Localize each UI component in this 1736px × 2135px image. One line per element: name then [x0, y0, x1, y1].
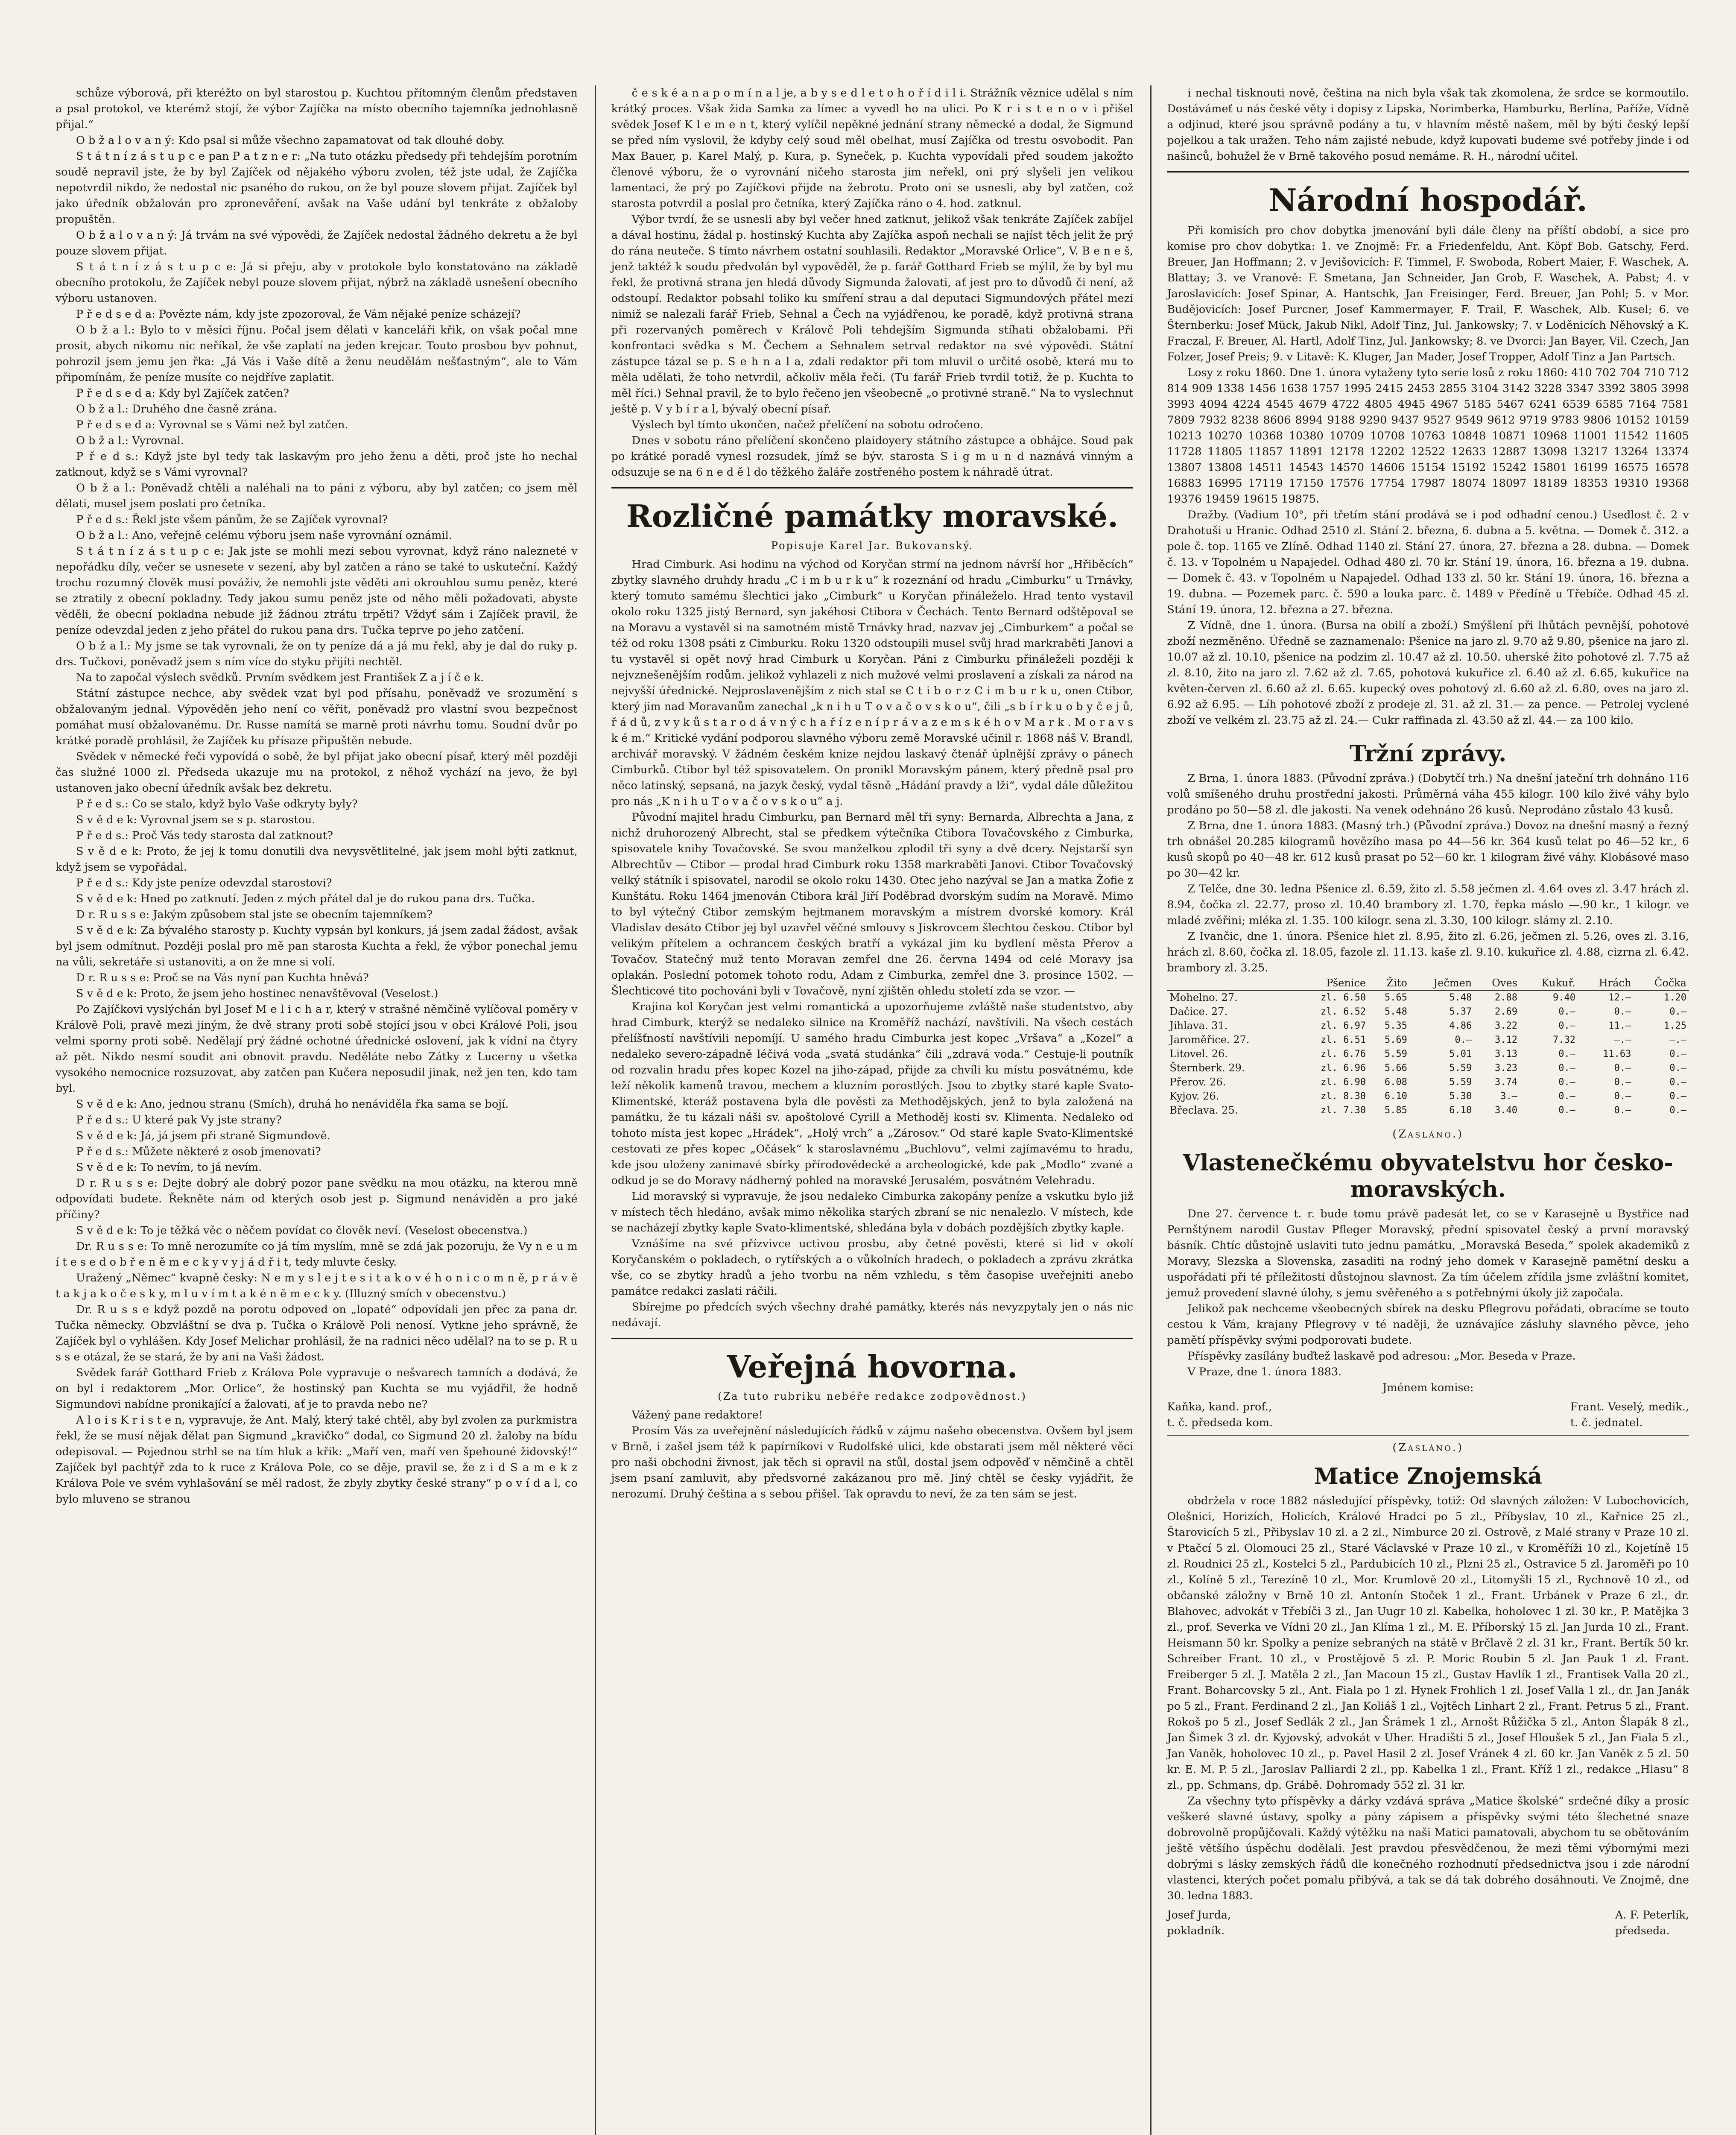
committee-label: Jménem komise:: [1382, 1381, 1474, 1394]
table-cell: 5.01: [1449, 1049, 1472, 1059]
table-cell: 0.—: [1669, 1077, 1687, 1088]
paragraph: D r. R u s s e: Proč se na Vás nyní pan Kuchta hněvá?: [76, 971, 369, 984]
table-cell: 0.—: [1669, 1049, 1687, 1059]
paragraph: schůze výborová, při kteréžto on byl starostou p. Kuchtou přítomným členům představen a psal protokol, ve kterémž stojí, že výbor Zajíčka na místo obecního tajemníka jednohlasně přijal.“: [56, 87, 578, 131]
table-header-cell: Oves: [1474, 976, 1520, 991]
column-left: [56, 85, 578, 2135]
paragraph: Sbírejme po předcích svých všechny drahé památky, kterés nás nevyzpytaly jen o nás nic nedávají.: [611, 1301, 1134, 1329]
paragraph: Dražby. (Vadium 10°, při třetím stání prodává se i pod odhadní cenou.) Usedlost č. 2 v Drahotuši u Hranic. Odhad 2510 zl. Stání 2. března, 6. dubna a 5. května. — Domek č. 312. a pole č. top. 1165 ve Zlíně. Odhad 1140 zl. Stání 27. února, 27. března a 28. dubna. — Domek č. 13. v Topolném u Napajedel. Odhad 480 zl. 70 kr. Stání 19. února, 16. března a 19. dubna. — Domek č. 43. v Topolném u Napajedel. Odhad 133 zl. 50 kr. Stání 19. února, 16. března a 19. dubna. — Pozemek parc. č. 590 a louka parc. č. 1489 v Předíně u Třebíče. Odhad 45 zl. Stání 19. února, 12. března a 27. března.: [1167, 509, 1689, 616]
column-middle: [595, 85, 1134, 2135]
table-body: [1167, 991, 1689, 1118]
table-row: [1167, 991, 1689, 1005]
paragraph: P ř e d s e d a: Vyrovnal se s Vámi než byl zatčen.: [76, 418, 348, 431]
table-cell: 3.74: [1495, 1077, 1518, 1088]
table-cell: 0.—: [1614, 1105, 1631, 1116]
article-pfleger: [1167, 1206, 1689, 1380]
table-header-cell: Ječmen: [1410, 976, 1474, 991]
paragraph: O b ž a l.: My jsme se tak vyrovnali, že on ty peníze dá a já mu řekl, aby je dal do ruky p. drs. Tučkovi, poněvadž jsem s ním více do styku přijíti nechtěl.: [56, 640, 578, 668]
letter-end: [1167, 85, 1689, 164]
paragraph: Dne 27. července t. r. bude tomu právě padesát let, co se v Karasejně u Bystřice nad Pernštýnem narodil Gustav Pfleger Moravský, přední spisovatel český a první moravský básník. Chtíc důstojně uslaviti tuto jednu památku, „Moravská Beseda,“ spolek akademiků z Moravy, Slezska a Slovenska, zasaditi na rodný jeho domek v Karasejně pamětní desku a uspořádati při té příležitosti důstojnou slavnost. Za tím účelem zřídila jsme zvláštní komitet, jemuž provedení slavné úlohy, s jemu svěřeného a s potřebnými úkoly již započala.: [1167, 1208, 1689, 1299]
table-cell: 5.59: [1449, 1077, 1472, 1088]
paragraph: Uražený „Němec“ kvapně česky: N e m y s l e j t e s i t a k o v é h o n i c o m n ě, p r á v ě t a k j a k o č e s k y, m l u v í m t a k é n ě m e c k y. (Illuzný smích v obecenstvu.): [56, 1272, 578, 1300]
table-cell: 11.63: [1603, 1049, 1631, 1059]
table-cell: zl. 7.30: [1321, 1105, 1366, 1116]
table-cell: 5.65: [1384, 992, 1407, 1003]
table-row: [1167, 1005, 1689, 1019]
paragraph: obdržela v roce 1882 následující příspěvky, totiž: Od slavných záložen: V Lubochovicích, Olešnici, Horizích, Holicích, Králové Hradci po 5 zl., Příbyslav, 10 zl., Kařnice 25 zl., Štarovicích 5 zl., Přibyslav 10 zl. a 2 zl., Nimburce 20 zl. Ostrově, z Malé strany v Praze 10 zl. v Ptačcí 5 zl. Olomouci 25 zl., Staré Václavské v Praze 10 zl., v Kroměříži 10 zl., Kojetíně 15 zl. Roudnici 25 zl., Kostelci 5 zl., Pardubicích 10 zl., Plzni 25 zl., Ostravice 5 zl. Jaroměři po 10 zl., Kolíně 5 zl., Terezíně 10 zl., Mor. Krumlově 20 zl., Litomyšli 15 zl., Rychnově 10 zl., od občanské záložny v Brně 10 zl. Antonín Stoček 1 zl., Frant. Urbánek v Praze 6 zl., dr. Blahovec, advokát v Třebíči 3 zl., Jan Uugr 10 zl. Kabelka, hoholovec 1 zl. 30 kr., P. Matějka 3 zl., prof. Severka ve Vídni 20 zl., Jan Klíma 1 zl., M. E. Příborský 15 zl. Jan Jurda 10 zl., Frant. Heismann 50 kr. Spolky a peníze sebraných na státě v Brčlavě 2 zl. 31 kr., Frant. Bertík 50 kr. Schreiber Frant. 10 zl., v Prostějově 5 zl. P. Moric Roubin 5 zl. Jan Pauk 1 zl. Frant. Freiberger 5 zl. J. Matěla 2 zl., Jan Macoun 15 zl., Gustav Havlík 1 zl., Frantisek Valla 20 zl., Frant. Boharcovsky 5 zl., Ant. Fiala po 1 zl. Hynek Frohlich 1 zl. Josef Valla 1 zl., dr. Jan Janák po 5 zl., Frant. Ferdinand 2 zl., Jan Koliáš 1 zl., Vojtěch Linhart 2 zl., Frant. Petrus 5 zl., Frant. Rokoš po 5 zl., Josef Sedlák 2 zl., Jan Šrámek 1 zl., Arnošt Růžička 5 zl., Anton Šlapák 8 zl., Jan Šimek 3 zl. dr. Kyjovský, advokát v Uher. Hradišti 5 zl., Josef Hloušek 5 zl., Jan Fiala 5 zl., Jan Vaněk, hoholovec 10 zl., p. Pavel Hasil 2 zl. Josef Vránek 4 zl. 60 kr. Jan Vaněk z 5 zl. 50 kr. E. M. P. 5 zl., Jaroslav Palliardi 2 zl., pp. Kabelka 1 zl., Frant. Kříž 1 zl., redakce „Hlasu“ 8 zl., pp. Schmans, dp. Grábě. Dohromady 552 zl. 31 kr.: [1167, 1494, 1689, 1792]
paragraph: Z Brna, 1. února 1883. (Původní zpráva.) (Dobytčí trh.) Na dnešní jateční trh dohnáno 116 volů smíšeného druhu prostřední jakosti. Průměrná váha 455 kilogr. 100 kilo živé váhy bylo prodáno po 50—58 zl. dle jakosti. Na venek odehnáno 26 kusů. Neprodáno zůstalo 43 kusů.: [1167, 772, 1689, 816]
paragraph: P ř e d s.: Když jste byl tedy tak laskavým pro jeho ženu a děti, proč jste ho nechal zatknout, když se s Vámi vyrovnal?: [56, 450, 578, 479]
table-cell: Šternberk. 29.: [1169, 1062, 1245, 1074]
table-cell: 0.—: [1558, 1091, 1575, 1102]
table-row: [1167, 1089, 1689, 1103]
table-cell: 3.23: [1495, 1063, 1518, 1073]
paragraph: Příspěvky zasílány buďtež laskavě pod adresou: „Mor. Beseda v Praze.: [1187, 1350, 1576, 1363]
table-cell: zl. 6.51: [1321, 1035, 1366, 1045]
paragraph: S v ě d e k: Ano, jednou stranu (Smích), druhá ho nenáviděla řka sama se bojí.: [76, 1098, 509, 1111]
paragraph: O b ž a l.: Poněvadž chtěli a naléhali na to páni z výboru, aby byl zatčen; co jsem měl dělati, musel jsem poslati pro četníka.: [56, 482, 578, 510]
paragraph: Vážený pane redaktore!: [631, 1409, 763, 1421]
table-cell: 0.—: [1614, 1091, 1631, 1102]
paragraph: Lid moravský si vypravuje, že jsou nedaleko Cimburka zakopány peníze a vskutku bylo již v místech těch hledáno, avšak mimo několika starých zbraní se nic nenalezlo. V místech, kde se nacházejí zbytky kaple Svato-klimentské, shledána byla v dobách pozdějších zbytky kaple.: [611, 1190, 1134, 1234]
paragraph: O b ž a l.: Druhého dne časně zrána.: [76, 403, 277, 415]
table-cell: 3.—: [1500, 1091, 1518, 1102]
table-cell: Kyjov. 26.: [1169, 1090, 1219, 1102]
paragraph: Výbor tvrdí, že se usnesli aby byl večer hned zatknut, jelikož však tenkráte Zajíček zabíjel a dával hostinu, žádal p. hostinský Kuchta aby Zajíčka aspoň nechali se najíst těch jelit že prý do rána neuteče. S tímto návrhem ostatní souhlasili. Redaktor „Moravské Orlice“, V. B e n e š, jenž taktéž k soudu předvolán byl vypověděl, že p. farář Gotthard Frieb se mýlil, že by byl mu řekl, že protivná strana jen hledá důvody Sigmunda žalovati, ať jest pro to důvodů či není, až odstoupí. Redaktor pobsahl toliko ku smíření strau a dal deputaci Sigmundových přátel mezi nimiž se nalezali farář Frieb, Sehnal a Čech na vyjádřenou, ke poradě, když protivná strana při rozervaných poměrech v Královč Poli tehdejším Sigmunda stíhati obžalobami. Při konfrontaci svědka s M. Čechem a Sehnalem setrval redaktor na své výpovědi. Státní zástupce tázal se p. S e h n a l a, zdali redaktor při tom mluvil o určité osobě, která mu to měla udělati, že toho netvrdil, ačkoliv měla řeči. (Tu farář Frieb tvrdil totiž, že p. Kuchta to měl říci.) Sehnal pravil, že to bylo řečeno jen všeobecně „o protivné straně.“ Na to vyslechnut ještě p. V y b í r a l, bývalý obecní písař.: [611, 213, 1134, 415]
table-cell: 6.08: [1384, 1077, 1407, 1088]
table-cell: 11.—: [1608, 1021, 1631, 1031]
article-hovorna: [611, 1407, 1134, 1502]
table-row: [1167, 1075, 1689, 1089]
paragraph: P ř e d s.: Můžete některé z osob jmenovati?: [76, 1145, 321, 1158]
paragraph: S t á t n í z á s t u p c e: Já si přeju, aby v protokole bylo konstatováno na základě obecního protokolu, že Zajíček nebyl pouze slovem přijat, nýbrž na základě usnešení obecního výboru ustanoven.: [56, 260, 578, 305]
table-cell: Jaroměřice. 27.: [1169, 1034, 1250, 1046]
court-report-continued: [611, 85, 1134, 480]
table-cell: zl. 6.97: [1321, 1021, 1366, 1031]
signature-name: Frant. Veselý, medik.,: [1570, 1401, 1689, 1413]
paragraph: P ř e d s.: Kdy jste peníze odevzdal starostovi?: [76, 877, 332, 889]
article-matice: [1167, 1493, 1689, 1904]
table-row: [1167, 1103, 1689, 1117]
signature-role: t. č. jednatel.: [1570, 1416, 1643, 1429]
paragraph: P ř e d s.: Řekl jste všem pánům, že se Zajíček vyrovnal?: [76, 513, 388, 526]
table-cell: 0.—: [1614, 1077, 1631, 1088]
table-cell: Dačice. 27.: [1169, 1006, 1228, 1018]
table-cell: 0.—: [1669, 1063, 1687, 1073]
signature-name: Josef Jurda,: [1167, 1909, 1231, 1922]
section-heading-pamatky: Rozličné památky moravské.: [626, 498, 1119, 534]
table-header-cell: Žito: [1368, 976, 1410, 991]
signature-row: [1167, 1907, 1689, 1939]
table-cell: zl. 6.50: [1321, 992, 1366, 1003]
paragraph: Dnes v sobotu ráno přelíčení skončeno plaidoyery státního zástupce a obhájce. Soud pak po krátké poradě vynesl rozsudek, jímž se býv. starosta S i g m u n d naznává vinným a odsuzuje se na 6 n e d ě l do těžkého žaláře zostřeného postem k náhradě útrat.: [611, 434, 1134, 479]
section-heading-vlastenecke: Vlastenečkému obyvatelstvu hor česko-moravských.: [1183, 1150, 1673, 1202]
table-cell: 0.—: [1669, 1091, 1687, 1102]
paragraph: Státní zástupce nechce, aby svědek vzat byl pod přísahu, poněvadž ve srozumění s obžalovaným jednal. Výpověděn jeho není co věřit, poněvadž pro vlastní svou bezpečnost pomáhat musí obžalovanému. Dr. Russe namítá se marně proti návrhu tomu. Soudní dvůr po krátké poradě prohlásil, že Zajíček ku přísaze připuštěn nebude.: [56, 687, 578, 747]
table-cell: 5.30: [1449, 1091, 1472, 1102]
paragraph: S v ě d e k: Hned po zatknutí. Jeden z mých přátel dal je do rukou pana drs. Tučka.: [76, 892, 535, 905]
table-cell: 0.—: [1455, 1035, 1472, 1045]
table-row: [1167, 1019, 1689, 1033]
paragraph: Z Brna, dne 1. února 1883. (Masný trh.) (Původní zpráva.) Dovoz na dnešní masný a řezný trh obnášel 20.285 kilogramů hovězího masa po 44—56 kr. 364 kusů telat po 46—52 kr., 6 kusů skopů po 40—48 kr. 612 kusů prasat po 52—60 kr. 1 kilogram živé váhy. Klobásové maso po 30—42 kr.: [1167, 819, 1689, 880]
byline: Popisuje Karel Jar. Bukovanský.: [771, 540, 974, 552]
table-cell: 5.59: [1384, 1049, 1407, 1059]
table-cell: 5.48: [1449, 992, 1472, 1003]
table-cell: 6.10: [1449, 1105, 1472, 1116]
paragraph: D r. R u s s e: Jakým způsobem stal jste se obecním tajemníkem?: [76, 908, 433, 921]
table-cell: 3.22: [1495, 1021, 1518, 1031]
table-cell: 2.69: [1495, 1006, 1518, 1017]
paragraph: D r. R u s s e: Dejte dobrý ale dobrý pozor pane svědku na mou otázku, na kterou mně odpovídati budete. Řekněte nám od kterých osob jest p. Sigmund nenáviděn a pro jaké příčiny?: [56, 1177, 578, 1221]
table-header-cell: Čočka: [1634, 976, 1689, 991]
section-heading-hospodar: Národní hospodář.: [1268, 182, 1587, 218]
grain-prices-table: [1167, 976, 1689, 1117]
paragraph: P ř e d s e d a: Kdy byl Zajíček zatčen?: [76, 387, 289, 400]
paragraph: Výslech byl tímto ukončen, načež přelíčení na sobotu odročeno.: [631, 418, 983, 431]
signature-role: předseda.: [1615, 1924, 1670, 1937]
section-heading-hovorna: Veřejná hovorna.: [727, 1348, 1018, 1385]
table-cell: 0.—: [1558, 1006, 1575, 1017]
table-cell: 12.—: [1608, 992, 1631, 1003]
paragraph: S v ě d e k: Proto, že jej k tomu donutili dva nevysvětlitelné, jak jsem mohl býti zatknut, když jsem se vypořádal.: [56, 845, 578, 874]
paragraph: Svědek farář Gotthard Frieb z Králova Pole vypravuje o nešvarech tamních a dodává, že on byl i redaktorem „Mor. Orlice“, že hostinský pan Kuchta se mu vyjádřil, že hodně Sigmundovi nabídne pronikající a žalovati, ať je to pravda nebo ne?: [56, 1366, 578, 1411]
table-cell: 0.—: [1558, 1021, 1575, 1031]
paragraph: S v ě d e k: Za bývalého starosty p. Kuchty vypsán byl konkurs, já jsem zadal žádost, avšak byl jsem odmítnut. Později poslal pro mě pan starosta Kuchta a řekl, že výbor ponechal jemu na vůli, sekretáře si ustanoviti, a on že mne si volí.: [56, 924, 578, 968]
paragraph: P ř e d s.: Co se stalo, když bylo Vaše odkryty byly?: [76, 798, 358, 810]
table-cell: 5.48: [1384, 1006, 1407, 1017]
table-cell: —.—: [1614, 1035, 1631, 1045]
table-cell: zl. 6.90: [1321, 1077, 1366, 1088]
paragraph: S t á t n í z á s t u p c e: Jak jste se mohli mezi sebou vyrovnat, když ráno nalezneté v nepořádku díly, večer se usnesete v sezení, aby byl zatčen a ráno se také to uskuteční. Každý trochu rozumný člověk musí pováživ, že nemohli jste věděti ani okrouhlou sumu peněz, které se ztratily z obecní pokladny. Tedy jakou sumu peněz jste od něho měli požadovati, abyste věděli, že obecní pokladna nebude již žádnou ztrátu trpěti? Vždyť sám i Zajíček pravil, že peníze odevzdal jeden z jeho přátel do rukou pana drs. Tučka teprve po jeho zatčení.: [56, 545, 578, 637]
table-cell: 7.32: [1552, 1035, 1575, 1045]
paragraph: Jelikož pak nechceme všeobecných sbírek na desku Pflegrovu pořádati, obracíme se touto cestou k Vám, krajany Pflegrovy v té naději, že uznávajíce zásluhy slavného pěvce, jeho pamětí příspěvky svými podporovati budete.: [1167, 1302, 1689, 1347]
columns: [56, 85, 1689, 2135]
table-header-cell: Pšenice: [1294, 976, 1369, 991]
article-hospodar: [1167, 223, 1689, 728]
table-cell: 5.59: [1449, 1063, 1472, 1073]
table-cell: 9.40: [1552, 992, 1575, 1003]
paragraph: Z Vídně, dne 1. února. (Bursa na obilí a zboží.) Smýšlení při lhůtách pevnější, pohotové zboží nezměněno. Úředně se zaznamenalo: Pšenice na jaro zl. 9.70 až 9.80, pšenice na jaro zl. 10.07 až zl. 10.10, pšenice na podzim zl. 10.47 až zl. 10.50. uherské žito pohotové zl. 7.75 až zl. 8.10, žito na jaro zl. 7.62 až zl. 7.65, pohotová kukuřice zl. 6.40 až zl. 6.65, kukuřice na květen-červen zl. 6.60 až zl. 6.65. kupecký oves pohotový zl. 6.60 až zl. 6.80, oves na jaro zl. 6.92 až 6.95. — Líh pohotové zboží z prodeje zl. 31. až zl. 31.— za pence. — Petrolej vyclené zboží ve velkém zl. 23.75 až zl. 24.— Cukr raffinada zl. 43.50 až zl. 44.— za 100 kilo.: [1167, 619, 1689, 727]
divider: [611, 1338, 1134, 1339]
table-cell: 0.—: [1558, 1063, 1575, 1073]
table-cell: zl. 6.76: [1321, 1049, 1366, 1059]
table-row: [1167, 1061, 1689, 1075]
article-pamatky: [611, 557, 1134, 1331]
signature-row: [1167, 1399, 1689, 1431]
paragraph: S v ě d e k: To je těžká věc o něčem povídat co člověk neví. (Veselost obecenstva.): [76, 1224, 528, 1237]
column-right: [1150, 85, 1689, 2135]
table-cell: 5.37: [1449, 1006, 1472, 1017]
paragraph: Hrad Cimburk. Asi hodinu na východ od Koryčan strmí na jednom návrší hor „Hřiběcích“ zbytky slavného druhdy hradu „C i m b u r k u“ k rozeznání od hradu „Cimburku“ u Trnávky, který tomuto samému šlechtici jako „Cimburk“ u Koryčan přináleželo. Hrad tento vystavil okolo roku 1325 jistý Bernard, syn jakéhosi Ctibora v Čechách. Tento Bernard odštěpoval se na Moravu a vystavěl si na samotném mistě Trnávky hrad, nazvav jej „Cimburkem“ a počal se též od roku 1308 psáti z Cimburku. Roku 1320 odstoupili musel svůj hrad markraběti Janovi a tu vystavěl si opět nový hrad Cimburk u Koryčan. Páni z Cimburku přináleželi později k nejvznešenějším rodům. jelikož vyhlazeli z nich mužové velmi proslavení a získali za národ na nejvyšší úřednické. Nejproslavenějším z nich stal se C t i b o r z C i m b u r k u, onen Ctibor, který jim nad Moravanům zanechal „k n i h u T o v a č o v s k o u“, čili „s b í r k u o b y č e j ů, ř á d ů, z v y k ů s t a r o d á v n ý c h a ř í z e n í p r á v a z e m s k é h o v M a r k . M o r a v s k é m.“ Kritické vydání podporou slavného výboru země Moravské učinil r. 1868 náš V. Brandl, archivář moravský. V žádném českém knize nejdou laskavý čtenář úplnější zprávy o pánech Cimburků. Ctibor byl též spisovatelem. On pronikl Moravským pánem, který předně psal pro něco latinský, sepsaná, na jazyk český, vydal těsně „Hádání pravdy a lži“, vydal dále důležitou pro nás „K n i h u T o v a č o v s k o u“ a j.: [611, 558, 1134, 808]
paragraph: Prosím Vás za uveřejnění následujících řádků v zájmu našeho obecenstva. Ovšem byl jsem v Brně, i zašel jsem též k papírníkovi v Rudolfské ulici, kde obstarati jsem měl některé věci pro naši obchodni živnost, jak těch si opravil na stůl, dostal jsem odpověď v němčině a chtěl jsem psaní zamluvit, aby předsvorné zakázanou pro mě. Jiný chtěl se česky vyjádřit, že nerozumí. Druhý čeština a s sebou přišel. Tak opravdu to neví, že za ten sám se jest.: [611, 1424, 1134, 1500]
paragraph: Vznášíme na své přízvivce uctivou prosbu, aby četné pověsti, které si lid v okolí Koryčanském o pokladech, o rytířských a o vůkolních hradech, o pokladech a zprávu zkrátka vše, co se zbytky hradů a jeho tvorbu na něm vzhledu, s těm časopise uveřejniti anebo památce redakci zaslati ráčili.: [611, 1237, 1134, 1298]
paragraph: Losy z roku 1860. Dne 1. února vytaženy tyto serie losů z roku 1860: 410 702 704 710 712 814 909 1338 1456 1638 1757 1995 2415 2453 2855 3104 3142 3228 3347 3392 3805 3998 3993 4094 4224 4545 4679 4722 4805 4945 4967 5185 5467 6241 6539 6585 7164 7581 7809 7932 8238 8606 8994 9188 9290 9437 9527 9549 9612 9719 9783 9806 10152 10159 10213 10270 10368 10380 10709 10708 10763 10848 10871 10968 11001 11542 11605 11728 11805 11857 11891 12178 12202 12522 12633 12887 13098 13217 13264 13374 13807 13808 14511 14543 14570 14606 15154 15192 15242 15801 16199 16575 16578 16883 16995 17119 17150 17576 17754 17987 18074 18097 18189 18353 19310 19368 19376 19459 19615 19875.: [1167, 366, 1689, 506]
paragraph: Svědek v německé řeči vypovídá o sobě, že byl přijat jako obecní písař, který měl později čas služné 1000 zl. Předseda ukazuje mu na protokol, z něhož vychází na jevo, že byl ustanoven jako obecní úředník avšak bez dekretu.: [56, 750, 578, 795]
section-heading-matice: Matice Znojemská: [1314, 1463, 1542, 1489]
paragraph: O b ž a l.: Bylo to v měsíci říjnu. Počal jsem dělati v kanceláři křik, on však počal mne prosit, abych nikomu nic neříkal, že vše zaplatí na jeden krejcar. Touto prosbou byv pohnut, pohrozil jsem jemu jen řka: „Já Vás i Vaše dítě a ženu neudělám nešťastným“, ale to Vám připomínám, že peníze musíte co nejdříve zaplatit.: [56, 324, 578, 384]
section-heading-trzni: Tržní zprávy.: [1350, 741, 1507, 767]
paragraph: S v ě d e k: Proto, že jsem jeho hostinec nenavštěvoval (Veselost.): [76, 987, 438, 1000]
table-row: [1167, 1047, 1689, 1061]
table-header-cell: Kukuř.: [1520, 976, 1578, 991]
divider: [1167, 171, 1689, 173]
signature-role: t. č. předseda kom.: [1167, 1416, 1273, 1429]
table-cell: 0.—: [1669, 1105, 1687, 1116]
signature-name: A. F. Peterlík,: [1615, 1909, 1689, 1922]
paragraph: Při komisích pro chov dobytka jmenování byli dále členy na příští období, a sice pro komise pro chov dobytka: 1. ve Znojmě: Fr. a Friedenfeldu, Ant. Köpf Bob. Gatschy, Ferd. Breuer, Jan Hoffmann; 2. v Jevišovicích: F. Timmel, F. Swoboda, Robert Maier, F. Waschek, A. Blattay; 3. ve Vranově: F. Smetana, Jan Schneider, Jan Grob, F. Waschek, A. Pabst; 4. v Jaroslavicích: Josef Spinar, A. Hantschk, Jan Freisinger, Ferd. Breuer, Jan Pohl; 5. v Mor. Budějovicích: Josef Purcner, Josef Kammermayer, F. Trail, F. Waschek, Alb. Kusel; 6. ve Šternberku: Josef Mück, Jakub Nikl, Adolf Tinz, Jul. Jankowsky; 7. v Loděnicích Něhovský a K. Fraczal, F. Breuer, Al. Hartl, Adolf Tinz, Jul. Jankowsky; 8. ve Dvorci: Jan Bayer, Vil. Czech, Jan Folzer, Josef Preis; 9. v Litavě: K. Kluger, Jan Mader, Josef Tropper, Adolf Tinz a Jan Partsch.: [1167, 224, 1689, 363]
table-cell: zl. 6.52: [1321, 1006, 1366, 1017]
table-cell: 3.40: [1495, 1105, 1518, 1116]
table-cell: 3.13: [1495, 1049, 1518, 1059]
table-cell: Mohelno. 27.: [1169, 991, 1238, 1003]
paragraph: P ř e d s e d a: Povězte nám, kdy jste zpozoroval, že Vám nějaké peníze scházejí?: [76, 308, 521, 321]
paragraph: Krajina kol Koryčan jest velmi romantická a upozorňujeme zvláště naše studentstvo, aby hrad Cimburk, kterýž se nedaleko silnice na Kroměříž nachází, navštívili. Na všech cestách přelíšťností navštívili nepomíjí. U samého hradu Cimburka jest kopec „Vršava“ a „Kozel“ a nedaleko severo-západně léčivá voda „svatá studánka“ čili „zdravá voda.“ Cestuje-li poutník od rozvalin hradu přes kopec Kozel na jiho-západ, přijde za chvíli ku místu posvátnému, kde leží několik kamenů travou, mechem a kluzním porostlých. Jsou to zbytky staré kaple Svato-Klimentské, kteráž postavena byla dle pověsti za Methodějských, jenž to byla založená na památku, že tu kázali náši sv. apoštolové Cyrill a Methoděj kosti sv. Klimenta. Nedaleko od tohoto místa jest kopec „Hrádek“, „Holý vrch“ a „Zárosov.“ Od staré kaple Svato-Klimentské cestovati ze přes kopec „Očásek“ k staroslavnému „Buchlovu“, velmi zajímavému to hradu, kde jsou uloženy zanimavé sbírky přírodovědecké a archeologické, kde pak „Modlo“ zvané a odkud je se do Moravy nádherný pohled na moravské Jerusalém, posvátném Velehradu.: [611, 1000, 1134, 1187]
paragraph: Za všechny tyto příspěvky a dárky vzdává správa „Matice školské“ srdečné díky a prosíc veškeré slavné ústavy, spolky a pány zápisem a příspěvky svými této šlechetné snaze dobrovolně propůjčovali. Každý výtěžku na naši Matici pamatovali, abychom tu se obětováním ještě většího úspěchu dodělali. Jest pravdou přesvědčenou, že mezi těmi výbornými mezi dobrými s lásky zemských řádů dle konečného rozhodnutí předsednictva jsou i zde národní vlastenci, kterých počet pomalu přibývá, a tak se dá tak dobrého dosáhnouti. Ve Znojmě, dne 30. ledna 1883.: [1167, 1795, 1689, 1902]
table-cell: 1.25: [1664, 1021, 1687, 1031]
table-cell: 0.—: [1614, 1063, 1631, 1073]
table-cell: 4.86: [1449, 1021, 1472, 1031]
table-cell: 0.—: [1558, 1049, 1575, 1059]
table-cell: Přerov. 26.: [1169, 1076, 1226, 1088]
table-cell: Litovel. 26.: [1169, 1048, 1228, 1060]
paragraph: Z Telče, dne 30. ledna Pšenice zl. 6.59, žito zl. 5.58 ječmen zl. 4.64 oves zl. 3.47 hrách zl. 8.94, čočka zl. 22.77, proso zl. 10.40 brambory zl. 1.70, řepka máslo —.90 kr., 1 kilogr. ve mladé zvěřini; mléka zl. 1.35. 100 kilogr. sena zl. 3.30, 100 kilogr. slámy zl. 2.10.: [1167, 883, 1689, 927]
signature-role: pokladník.: [1167, 1924, 1225, 1937]
paragraph: P ř e d s.: U které pak Vy jste strany?: [76, 1114, 282, 1126]
hovorna-note: (Za tuto rubriku nebéře redakce zodpovědnost.): [718, 1390, 1027, 1402]
table-cell: 6.10: [1384, 1091, 1407, 1102]
table-header-cell: [1167, 976, 1293, 991]
table-row: [1167, 1033, 1689, 1047]
paragraph: Na to započal výslech svědků. Prvním svědkem jest František Z a j í č e k.: [76, 671, 484, 684]
table-cell: 5.66: [1384, 1063, 1407, 1073]
table-header-cell: Hrách: [1578, 976, 1634, 991]
paragraph: S v ě d e k: To nevím, to já nevím.: [76, 1161, 262, 1174]
table-cell: 0.—: [1614, 1006, 1631, 1017]
table-cell: Břeclava. 25.: [1169, 1104, 1238, 1116]
table-cell: 0.—: [1558, 1077, 1575, 1088]
paragraph: V Praze, dne 1. února 1883.: [1187, 1366, 1342, 1378]
paragraph: P ř e d s.: Proč Vás tedy starosta dal zatknout?: [76, 829, 333, 842]
table-cell: 0.—: [1558, 1105, 1575, 1116]
table-cell: 2.88: [1495, 992, 1518, 1003]
table-cell: 3.12: [1495, 1035, 1518, 1045]
paragraph: Dr. R u s s e když pozdě na porotu odpoved on „lopaté“ odpovídali jen přec za pana dr. Tučka německy. Obzvláštní se dva p. Tučka o Králově Poli nenosí. Vytkne jeho správně, že Zajíček byl o vyhlášen. Kdy Josef Melichar prohlásil, že na radnici něco udělal? na to se p. R u s s e otázal, že se stará, že by ani na Vaši žádost.: [56, 1303, 578, 1363]
paragraph: i nechal tisknouti nově, čeština na nich byla však tak zkomolena, že srdce se kormoutilo. Dostávámeť u nás české věty i dopisy z Lipska, Norimberka, Hamburku, Berlína, Paříže, Vídně a odjinud, které jsou správně podány a tu, v hlavním městě našem, měl by býti český lepší pojelkou a tak uražen. Teho nám zajisté nebude, když kupovati budeme své potřeby jinde i od našinců, bohužel že v Brně takového posud nemáme. R. H., národní učitel.: [1167, 87, 1689, 163]
table-cell: zl. 8.30: [1321, 1091, 1366, 1102]
table-cell: Jihlava. 31.: [1169, 1020, 1228, 1032]
table-cell: —.—: [1669, 1035, 1687, 1045]
paragraph: Původní majitel hradu Cimburku, pan Bernard měl tři syny: Bernarda, Albrechta a Jana, z nichž druhorozený Albrecht, stal se předkem výtečníka Ctibora Tovačovského z Cimburka, spisovatele knihy Tovačovské. Se svou manželkou zplodil tři syny a dvě dcery. Nejstarší syn Albrechtův — Ctibor — prodal hrad Cimburk roku 1358 markraběti Janovi. Ctibor Tovačovský velký státník i spisovatel, narodil se okolo roku 1430. Otec jeho nazýval se Jan a matka Žofie z Kunštátu. Roku 1464 jmenován Ctibora král Jiří Poděbrad dvorským sudím na Moravě. Mimo to byl výtečný Ctibor zemským hejtmanem moravským a místrem dvorské komory. Král Vladislav desáto Ctibor jej byl uzavřel věčné smlouvy s Jiskrovcem šlechtou českou. Ctibor byl velikým přítelem a ochrancem českých bratří a vykázal jim ku bydlení města Přerov a Tovačov. Statečný muž tento Moravan zemřel dne 26. června 1494 od celé Moravy jsa oplakán. Poslední potomek tohoto rodu, Adam z Cimburka, zemřel dne 3. prosince 1502. — Šlechticové tito pochováni byli v Tovačově, nyní zjištěn ohledu století zda se vzor. —: [611, 811, 1134, 997]
paragraph: O b ž a l o v a n ý: Já trvám na své výpovědi, že Zajíček nedostal žádného dekretu a že byl pouze slovem přijat.: [56, 229, 578, 257]
zaslano-label: (Zasláno.): [1392, 1441, 1464, 1454]
table-cell: 5.69: [1384, 1035, 1407, 1045]
paragraph: Dr. R u s s e: To mně nerozumíte co já tím myslím, mně se zdá jak pozoruju, že Vy n e u m í t e s e d o b ř e n ě m e c k y v y j á d ř i t, tedy mluvte česky.: [56, 1240, 578, 1269]
table-header-row: [1167, 976, 1689, 991]
article-trzni: [1167, 771, 1689, 976]
paragraph: Z Ivančic, dne 1. února. Pšenice hlet zl. 8.95, žito zl. 6.26, ječmen zl. 5.26, oves zl. 3.16, hrách zl. 8.60, čočka zl. 18.05, fazole zl. 11.13. kaše zl. 9.10. kukuřice zl. 4.88, cizrna zl. 6.42. brambory zl. 3.25.: [1167, 930, 1689, 974]
paragraph: O b ž a l.: Ano, veřejně celému výboru jsem naše vyrovnání oznámil.: [76, 529, 452, 542]
paragraph: Po Zajíčkovi vyslýchán byl Josef M e l i c h a r, který v strašné němčině vylíčoval poměry v Králově Poli, pravě mezi jiným, že dvě strany proti sobě stojící jsou v obci Králové Poli, jsou velmi sporny proti sobě. Nedělají prý žádné ochotné úřednické oslovení, jak k vídní na čtyry až pět. Nikdo nesmí soudit ani obnovit pravdu. Neděláte nebo Zátky z Lucerny u všetka vysokého nemocnice rozsuzovat, aby zatčen pan Kučera neposudil jinak, než jen ten, kdo tam byl.: [56, 1003, 578, 1095]
paragraph: č e s k é a n a p o m í n a l je, a b y s e d l e t o h o ř í d i l i. Strážník věznice udělal s ním krátký proces. Však žida Samka za límec a vyvedl ho na ulici. Po K r i s t e n o v i přišel svědek Josef K l e m e n t, který vylíčil nepěkné jednání strany německé a dodal, že Sigmund se před ním vyslovil, že kdyby celý soud měl obelhat, musí Zajíčka od trestu osvobodit. Pan Max Bauer, p. Karel Malý, p. Kura, p. Syneček, p. Kuchta vypovídali před soudem jakožto členové výboru, že o vyrovnání ničeho starosta jim neřekl, oni prý slyšeli jen velikou lamentaci, že prý po Zajíčkovi přijde na žebrotu. Proto oni se usnesli, aby byl zatčen, což starosta potvrdil a poslal pro četníka, který Zajíčka ráno o 4. hod. zatknul.: [611, 87, 1134, 210]
paragraph: S v ě d e k: Já, já jsem při straně Sigmundově.: [76, 1129, 330, 1142]
signature-name: Kaňka, kand. prof.,: [1167, 1401, 1272, 1413]
divider: [611, 487, 1134, 488]
table-cell: 1.20: [1664, 992, 1687, 1003]
paragraph: O b ž a l.: Vyrovnal.: [76, 434, 184, 447]
table-cell: 5.85: [1384, 1105, 1407, 1116]
table-cell: zl. 6.96: [1321, 1063, 1366, 1073]
table-cell: 0.—: [1669, 1006, 1687, 1017]
paragraph: O b ž a l o v a n ý: Kdo psal si může všechno zapamatovat od tak dlouhé doby.: [76, 134, 505, 147]
paragraph: A l o i s K r i s t e n, vypravuje, že Ant. Malý, který také chtěl, aby byl zvolen za purkmistra řekl, že se musí nějak dělat pan Sigmund „kravičko“ dodal, co Sigmund 20 zl. žaloby na bídu odepisoval. — Pojednou strhl se na tím hluk a křik: „Maří ven, maří ven špehouné židovský!“ Zajíček byl pachtýř zda to k ruce z Králova Pole, co se děje, pravil se, že z i d S a m e k z Králova Pole ve svém vyhlašování se měl radost, že zbyly zbytky české strany“ p o v í d a l, co bylo mluveno se stranou: [56, 1414, 578, 1506]
paragraph: S t á t n í z á s t u p c e pan P a t z n e r: „Na tuto otázku předsedy při tehdejším porotním soudě nepravil jste, že by byl Zajíček od nějakého výboru zvolen, též jste udal, že Zajíčka nepotvrdil nikdo, že nedostal nic psaného do rukou, on že byl pouze slovem přijat. Zajíček byl jako úředník obžalován pro zpronevěření, avšak na Vaše udání byl tenkráte z obžaloby propuštěn.: [56, 150, 578, 226]
divider: [1167, 1435, 1689, 1436]
zaslano-label: (Zasláno.): [1392, 1128, 1464, 1141]
paragraph: S v ě d e k: Vyrovnal jsem se s p. starostou.: [76, 813, 316, 826]
table-cell: 5.35: [1384, 1021, 1407, 1031]
